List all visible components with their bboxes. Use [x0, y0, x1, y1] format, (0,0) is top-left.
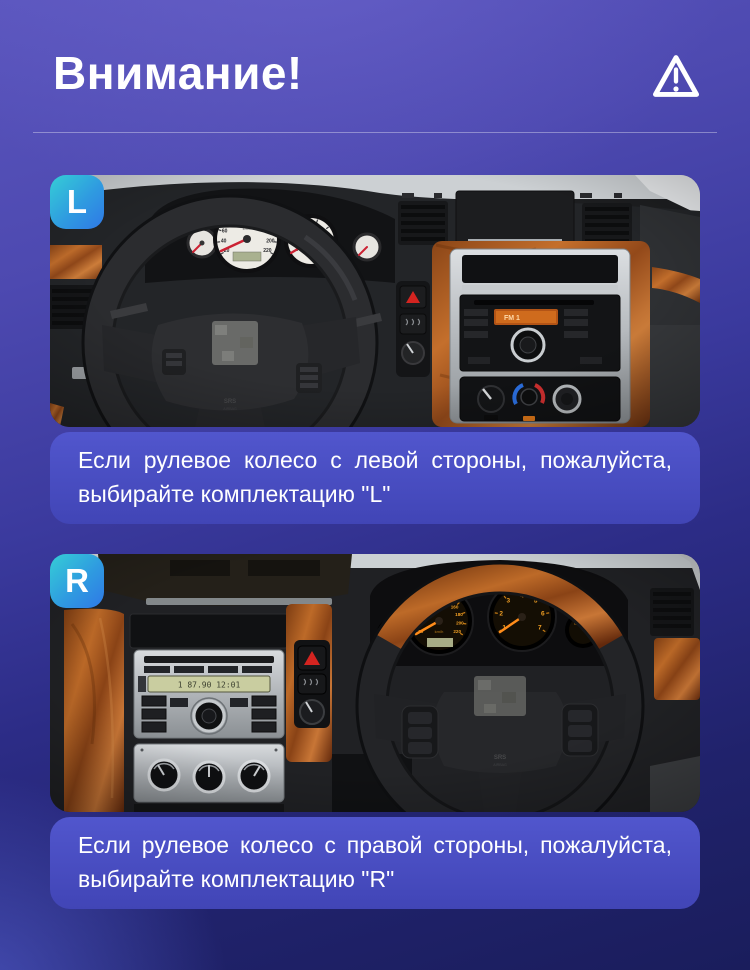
photo-left-hand-drive: [50, 175, 700, 427]
photo-right-hand-drive: [50, 554, 700, 812]
header-divider: [33, 132, 717, 133]
page-title: Внимание!: [53, 47, 303, 99]
header: [0, 0, 750, 100]
card-left-option: [50, 175, 700, 524]
caption-left: Если рулевое колесо с левой стороны, пожалуйста, выбирайте комплектацию "L": [50, 432, 700, 524]
badge-R: R: [50, 554, 104, 608]
card-right-option: [50, 554, 700, 909]
caption-right: Если рулевое колесо с правой стороны, пожалуйста, выбирайте комплектацию "R": [50, 817, 700, 909]
badge-L: L: [50, 175, 104, 229]
warning-triangle-icon: [650, 50, 702, 102]
